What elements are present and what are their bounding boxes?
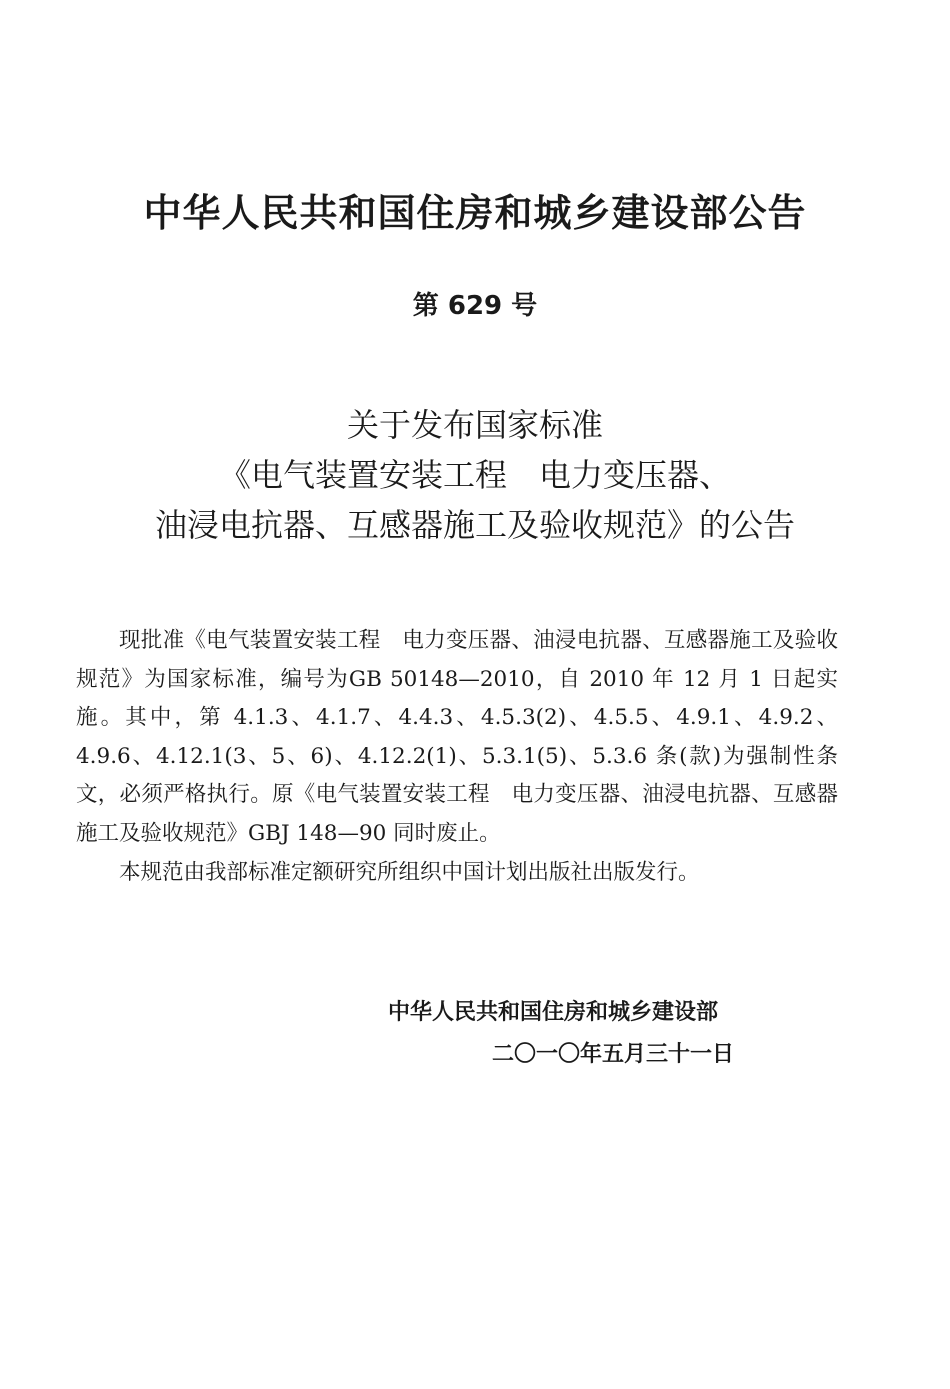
announcement-number: 第 629 号 — [412, 291, 538, 321]
signature-date: 二〇一〇年五月三十一日 — [492, 1042, 735, 1067]
body-paragraph-2: 本规范由我部标准定额研究所组织中国计划出版社出版发行。 — [119, 859, 700, 885]
signature-organization: 中华人民共和国住房和城乡建设部 — [388, 1000, 719, 1025]
signature-block — [388, 992, 734, 1076]
subtitle-line-2: 《电气装置安装工程 电力变压器、 — [218, 456, 731, 494]
subtitle-line-3: 油浸电抗器、互感器施工及验收规范》的公告 — [154, 506, 795, 544]
subtitle-line-1: 关于发布国家标准 — [346, 406, 603, 444]
body-paragraph-1: 现批准《电气装置安装工程 电力变压器、油浸电抗器、互感器施工及验收规范》为国家标准，编号为GB 50148—2010，自 2010 年 12 月 1 日起实施。其中，第 4.1.3、4.1.7、4.4.3、4.5.3(2)、4.5.5、4.9.1、4.9.2、4.9.6、4.12.1(3、5、6)、4.12.2(1)、5.3.1(5)、5.3.6 条(款)为强制性条文，必须严格执行。原《电气装置安装工程 电力变压器、油浸电抗器、互感器施工及验收规范》GBJ 148—90 同时废止。 — [76, 628, 838, 846]
announcement-subtitle — [0, 400, 950, 550]
announcement-body — [76, 622, 838, 892]
announcement-title: 中华人民共和国住房和城乡建设部公告 — [143, 191, 807, 235]
